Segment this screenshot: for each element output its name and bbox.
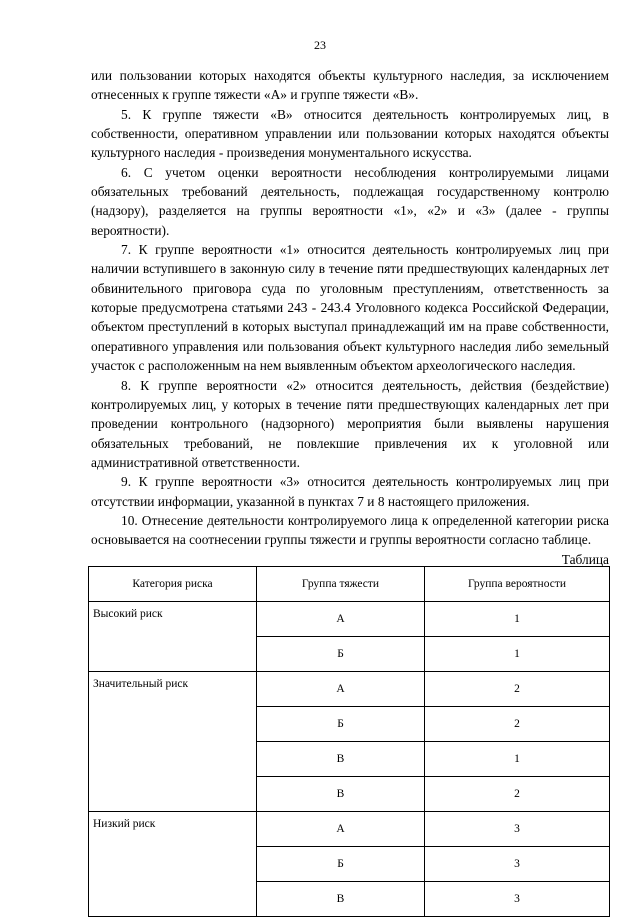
probability-cell: 2	[425, 672, 610, 707]
severity-cell: А	[257, 672, 425, 707]
paragraph-9: 9. К группе вероятности «3» относится деятельность контролируемых лиц при отсутствии информации, указанной в пунктах 7 и 8 настоящего приложения.	[91, 474, 609, 509]
severity-cell: В	[257, 742, 425, 777]
severity-cell: А	[257, 602, 425, 637]
risk-category-table	[88, 566, 610, 917]
probability-cell: 1	[425, 637, 610, 672]
probability-cell: 3	[425, 812, 610, 847]
risk-category-cell: Значительный риск	[89, 672, 257, 812]
paragraph-7: 7. К группе вероятности «1» относится деятельность контролируемых лиц при наличии вступившего в законную силу в течение пяти предшествующих календарных лет обвинительного приговора суда по уголовным преступлениям, ответственность за которые предусмотрена статьями 243 - 243.4 Уголовного кодекса Российской Федерации, объектом преступлений в которых выступал принадлежащий им на праве собственности, оперативного управления или пользования объект культурного наследия либо земельный участок с расположенным на нем выявленным объектом археологического наследия.	[91, 242, 609, 374]
table-row	[89, 812, 610, 847]
paragraph-continuation: или пользовании которых находятся объекты культурного наследия, за исключением отнесенных к группе тяжести «А» и группе тяжести «В».	[91, 68, 609, 103]
severity-cell: В	[257, 777, 425, 812]
severity-cell: Б	[257, 847, 425, 882]
header-probability-group: Группа вероятности	[425, 567, 610, 602]
table-caption: Таблица	[561, 552, 609, 567]
document-body	[91, 66, 609, 550]
risk-category-cell: Высокий риск	[89, 602, 257, 672]
probability-cell: 3	[425, 847, 610, 882]
table-header-row	[89, 567, 610, 602]
severity-cell: А	[257, 812, 425, 847]
probability-cell: 2	[425, 707, 610, 742]
severity-cell: Б	[257, 637, 425, 672]
probability-cell: 3	[425, 882, 610, 917]
header-risk-category: Категория риска	[89, 567, 257, 602]
probability-cell: 1	[425, 602, 610, 637]
risk-category-cell: Низкий риск	[89, 812, 257, 917]
severity-cell: В	[257, 882, 425, 917]
paragraph-5: 5. К группе тяжести «В» относится деятельность контролируемых лиц, в собственности, оперативном управлении или пользовании которых находятся объекты культурного наследия - произведения монументального искусства.	[91, 106, 609, 161]
severity-cell: Б	[257, 707, 425, 742]
paragraph-10: 10. Отнесение деятельности контролируемого лица к определенной категории риска основывается на соотнесении группы тяжести и группы вероятности согласно таблице.	[91, 512, 609, 548]
page-number: 23	[314, 38, 326, 52]
table-row	[89, 602, 610, 637]
paragraph-8: 8. К группе вероятности «2» относится деятельность, действия (бездействие) контролируемых лиц, у которых в течение пяти предшествующих календарных лет при проведении контрольного (надзорного) мероприятия были выявлены нарушения обязательных требований, не повлекшие привлечения их к уголовной или административной ответственности.	[91, 377, 609, 470]
probability-cell: 1	[425, 742, 610, 777]
paragraph-6: 6. С учетом оценки вероятности несоблюдения контролируемыми лицами обязательных требований деятельность, подлежащая государственному контролю (надзору), разделяется на группы вероятности «1», «2» и «3» (далее - группы вероятности).	[91, 164, 609, 238]
table-row	[89, 672, 610, 707]
probability-cell: 2	[425, 777, 610, 812]
header-severity-group: Группа тяжести	[257, 567, 425, 602]
